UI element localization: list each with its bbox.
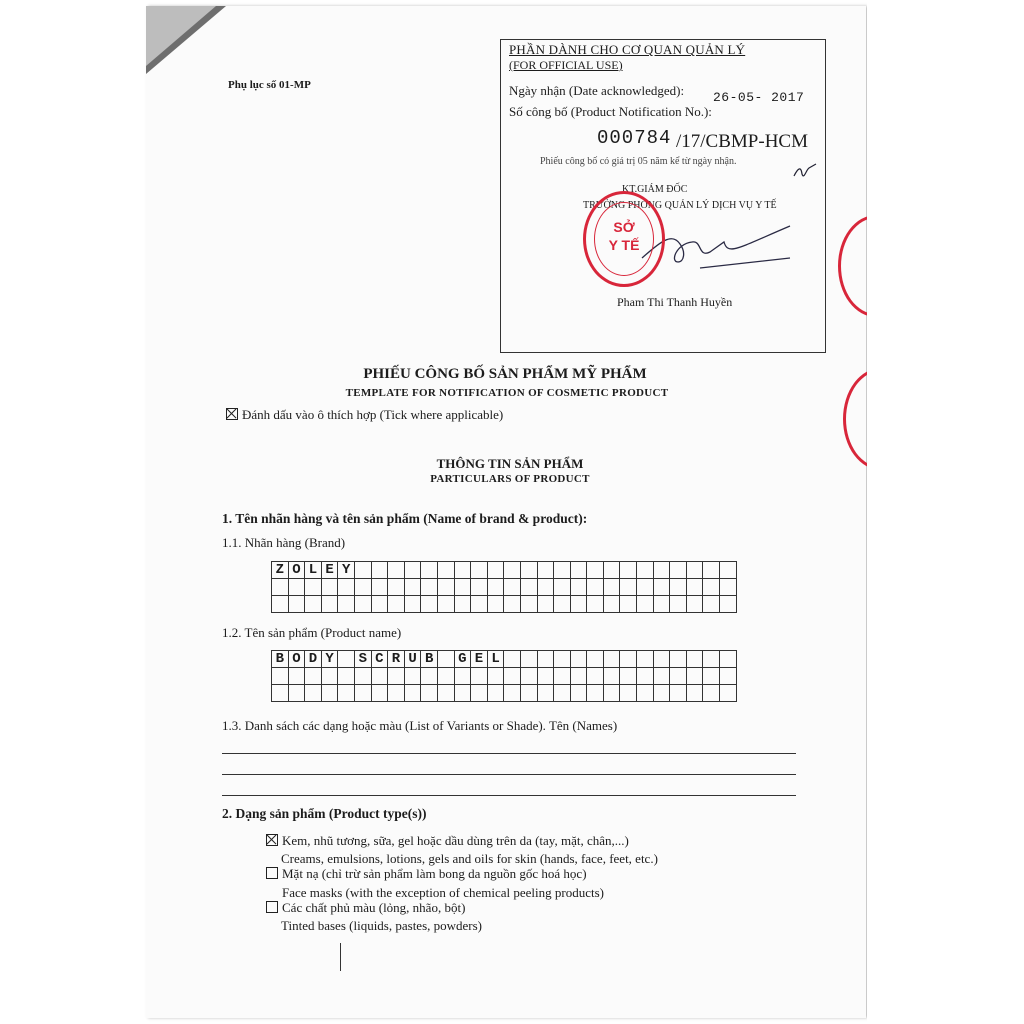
product-cell [338,651,355,668]
product-cell [637,651,654,668]
brand-cell [637,579,654,596]
product-cell [603,668,620,685]
brand-cell [388,562,405,579]
brand-cell [620,562,637,579]
brand-cell [471,579,488,596]
product-cell [504,685,521,702]
product-cell [620,685,637,702]
brand-cell [437,562,454,579]
brand-cell [537,579,554,596]
brand-cell: Y [338,562,355,579]
product-cell [587,651,604,668]
product-type-label-en: Creams, emulsions, lotions, gels and oils for skin (hands, face, feet, etc.) [281,851,658,866]
brand-cell [421,562,438,579]
seal-center-line-1: SỞ [613,219,635,235]
product-cell: Y [321,651,338,668]
brand-cell [487,596,504,613]
brand-cell [504,596,521,613]
signer-title-2: TRƯỞNG PHÒNG QUẢN LÝ DỊCH VỤ Y TẾ [583,200,777,211]
scan-mark [340,943,341,971]
product-cell [338,685,355,702]
product-cell [520,651,537,668]
brand-cell [421,596,438,613]
brand-cell: E [321,562,338,579]
brand-cell [570,562,587,579]
product-cell [504,651,521,668]
signer-name: Pham Thi Thanh Huyền [617,295,733,309]
question-1: 1. Tên nhãn hàng và tên sản phẩm (Name of brand & product): [222,511,588,526]
brand-cell [404,596,421,613]
product-cell [554,685,571,702]
brand-cell [388,579,405,596]
product-cell [554,651,571,668]
product-cell [603,685,620,702]
product-cell [537,651,554,668]
brand-cell [720,596,737,613]
product-cell: B [421,651,438,668]
signer-title-1: KT.GIÁM ĐỐC [622,184,688,195]
product-type-label-vi: Mặt nạ (chỉ trừ sản phẩm làm bong da nguồn gốc hoá học) [282,866,587,881]
product-cell [570,685,587,702]
checked-box-icon [266,834,278,846]
brand-cell [288,596,305,613]
empty-box-icon [266,901,278,913]
product-cell [305,668,322,685]
product-cell [703,685,720,702]
product-cell: G [454,651,471,668]
brand-cell [670,579,687,596]
brand-cell [272,596,289,613]
variants-line-2 [222,774,796,775]
brand-cell [554,596,571,613]
brand-cell [653,596,670,613]
folded-corner-highlight [146,6,216,66]
brand-cell [371,596,388,613]
product-cell [388,668,405,685]
brand-cell [703,596,720,613]
product-cell [720,651,737,668]
product-cell [338,668,355,685]
product-cell [637,685,654,702]
product-cell [354,685,371,702]
brand-cell [520,579,537,596]
product-type-option [266,900,465,916]
brand-cell [487,562,504,579]
brand-cell [720,579,737,596]
product-type-option [266,866,587,882]
brand-cell [454,596,471,613]
product-cell [703,668,720,685]
product-cell [653,651,670,668]
product-cell [686,668,703,685]
product-cell: C [371,651,388,668]
product-cell [272,668,289,685]
notification-number-value: 000784 [597,127,672,149]
product-cell [454,685,471,702]
brand-cell [603,562,620,579]
product-cell [321,685,338,702]
product-grid-row [272,668,737,685]
tick-instruction-text: Đánh dấu vào ô thích hợp (Tick where applicable) [242,407,504,422]
product-cell [670,651,687,668]
product-cell [371,668,388,685]
product-cell [504,668,521,685]
brand-cell [554,562,571,579]
product-cell [720,668,737,685]
product-cell [587,685,604,702]
brand-cell [537,596,554,613]
product-cell [421,685,438,702]
brand-grid-row [272,596,737,613]
brand-cell [454,579,471,596]
product-cell: S [354,651,371,668]
variants-line-3 [222,795,796,796]
product-cell [404,685,421,702]
product-cell [471,668,488,685]
brand-cell [554,579,571,596]
brand-cell [703,562,720,579]
product-cell [703,651,720,668]
product-cell [288,685,305,702]
form-title-vi: PHIẾU CÔNG BỐ SẢN PHẨM MỸ PHẨM [363,366,647,382]
brand-cell [653,562,670,579]
brand-cell: O [288,562,305,579]
brand-cell [587,596,604,613]
brand-cell [437,579,454,596]
brand-cell [272,579,289,596]
brand-cell [504,562,521,579]
brand-cell [305,579,322,596]
brand-cell [603,596,620,613]
product-cell: U [404,651,421,668]
brand-cell [637,596,654,613]
product-cell: R [388,651,405,668]
brand-cell [570,579,587,596]
brand-cell [637,562,654,579]
product-cell [305,685,322,702]
product-cell: E [471,651,488,668]
brand-cell [603,579,620,596]
product-cell [537,668,554,685]
brand-cell [520,596,537,613]
brand-cell [354,596,371,613]
brand-cell [686,579,703,596]
brand-cell [288,579,305,596]
product-cell [537,685,554,702]
brand-cell [421,579,438,596]
seal-center-line-2: Y TẾ [608,237,640,253]
official-title-en: (FOR OFFICIAL USE) [509,58,623,72]
product-cell [437,668,454,685]
brand-cell [371,562,388,579]
product-cell [487,685,504,702]
product-cell [620,651,637,668]
brand-grid-row [272,579,737,596]
product-cell [288,668,305,685]
product-cell [437,651,454,668]
brand-cell [670,596,687,613]
page-margin-right [867,0,1024,1024]
product-cell [670,685,687,702]
initial-signature [792,162,816,182]
product-cell [653,668,670,685]
brand-cell [520,562,537,579]
notification-number-label: Số công bố (Product Notification No.): [509,104,712,119]
brand-cell: L [305,562,322,579]
tick-instruction [226,407,503,423]
product-type-label-en: Tinted bases (liquids, pastes, powders) [281,918,483,933]
brand-cell [354,579,371,596]
brand-cell [487,579,504,596]
product-cell: B [272,651,289,668]
brand-cell [471,596,488,613]
product-cell [637,668,654,685]
product-cell [603,651,620,668]
product-cell [570,651,587,668]
brand-cell [404,579,421,596]
product-cell [404,668,421,685]
product-type-option [266,833,629,849]
official-title-vi: PHẦN DÀNH CHO CƠ QUAN QUẢN LÝ [509,42,746,57]
brand-cell [703,579,720,596]
brand-grid [271,561,737,613]
product-type-label-vi: Kem, nhũ tương, sữa, gel hoặc dầu dùng trên da (tay, mặt, chân,...) [282,833,629,848]
brand-cell [437,596,454,613]
brand-cell [720,562,737,579]
product-grid [271,650,737,702]
section-title-vi: THÔNG TIN SẢN PHẨM [436,456,584,471]
brand-cell [354,562,371,579]
brand-cell [620,596,637,613]
checked-box-icon [226,408,238,420]
product-cell [587,668,604,685]
notification-number-suffix: /17/CBMP-HCM [676,131,808,152]
product-cell [653,685,670,702]
brand-cell [454,562,471,579]
brand-cell [305,596,322,613]
brand-cell [620,579,637,596]
question-1-1: 1.1. Nhãn hàng (Brand) [222,535,346,550]
product-cell: O [288,651,305,668]
product-grid-row [272,685,737,702]
brand-cell [686,562,703,579]
form-title-en: TEMPLATE FOR NOTIFICATION OF COSMETIC PRODUCT [345,387,669,399]
empty-box-icon [266,867,278,879]
brand-cell [504,579,521,596]
question-1-3: 1.3. Danh sách các dạng hoặc màu (List of Variants or Shade). Tên (Names) [222,718,618,733]
date-acknowledged-value: 26-05- 2017 [713,90,805,105]
brand-cell: Z [272,562,289,579]
brand-cell [321,596,338,613]
brand-cell [686,596,703,613]
brand-cell [404,562,421,579]
product-cell: D [305,651,322,668]
product-cell [720,685,737,702]
brand-cell [338,596,355,613]
product-cell [570,668,587,685]
brand-cell [388,596,405,613]
brand-cell [670,562,687,579]
product-cell [686,651,703,668]
product-cell [437,685,454,702]
brand-cell [587,579,604,596]
product-cell [471,685,488,702]
product-cell [421,668,438,685]
brand-cell [321,579,338,596]
product-cell [487,668,504,685]
variants-line-1 [222,753,796,754]
brand-cell [471,562,488,579]
product-cell [371,685,388,702]
product-cell [354,668,371,685]
brand-cell [587,562,604,579]
product-cell [554,668,571,685]
product-cell [272,685,289,702]
brand-cell [371,579,388,596]
validity-note: Phiếu công bố có giá trị 05 năm kể từ ngày nhận. [540,156,737,167]
brand-cell [653,579,670,596]
brand-cell [338,579,355,596]
product-cell [454,668,471,685]
product-grid-row [272,651,737,668]
product-cell [520,668,537,685]
brand-cell [570,596,587,613]
annex-number: Phụ lục số 01-MP [228,79,311,91]
question-1-2: 1.2. Tên sản phẩm (Product name) [222,625,402,640]
date-acknowledged-label: Ngày nhận (Date acknowledged): [509,83,685,98]
brand-cell [537,562,554,579]
brand-grid-row [272,562,737,579]
product-cell: L [487,651,504,668]
section-title-en: PARTICULARS OF PRODUCT [430,473,590,485]
product-type-label-vi: Các chất phủ màu (lỏng, nhão, bột) [282,900,466,915]
product-cell [620,668,637,685]
product-cell [686,685,703,702]
product-cell [670,668,687,685]
product-type-label-en: Face masks (with the exception of chemical peeling products) [282,885,605,900]
product-cell [388,685,405,702]
product-cell [321,668,338,685]
official-seal [583,191,665,287]
question-2: 2. Dạng sản phẩm (Product type(s)) [222,806,427,821]
product-cell [520,685,537,702]
